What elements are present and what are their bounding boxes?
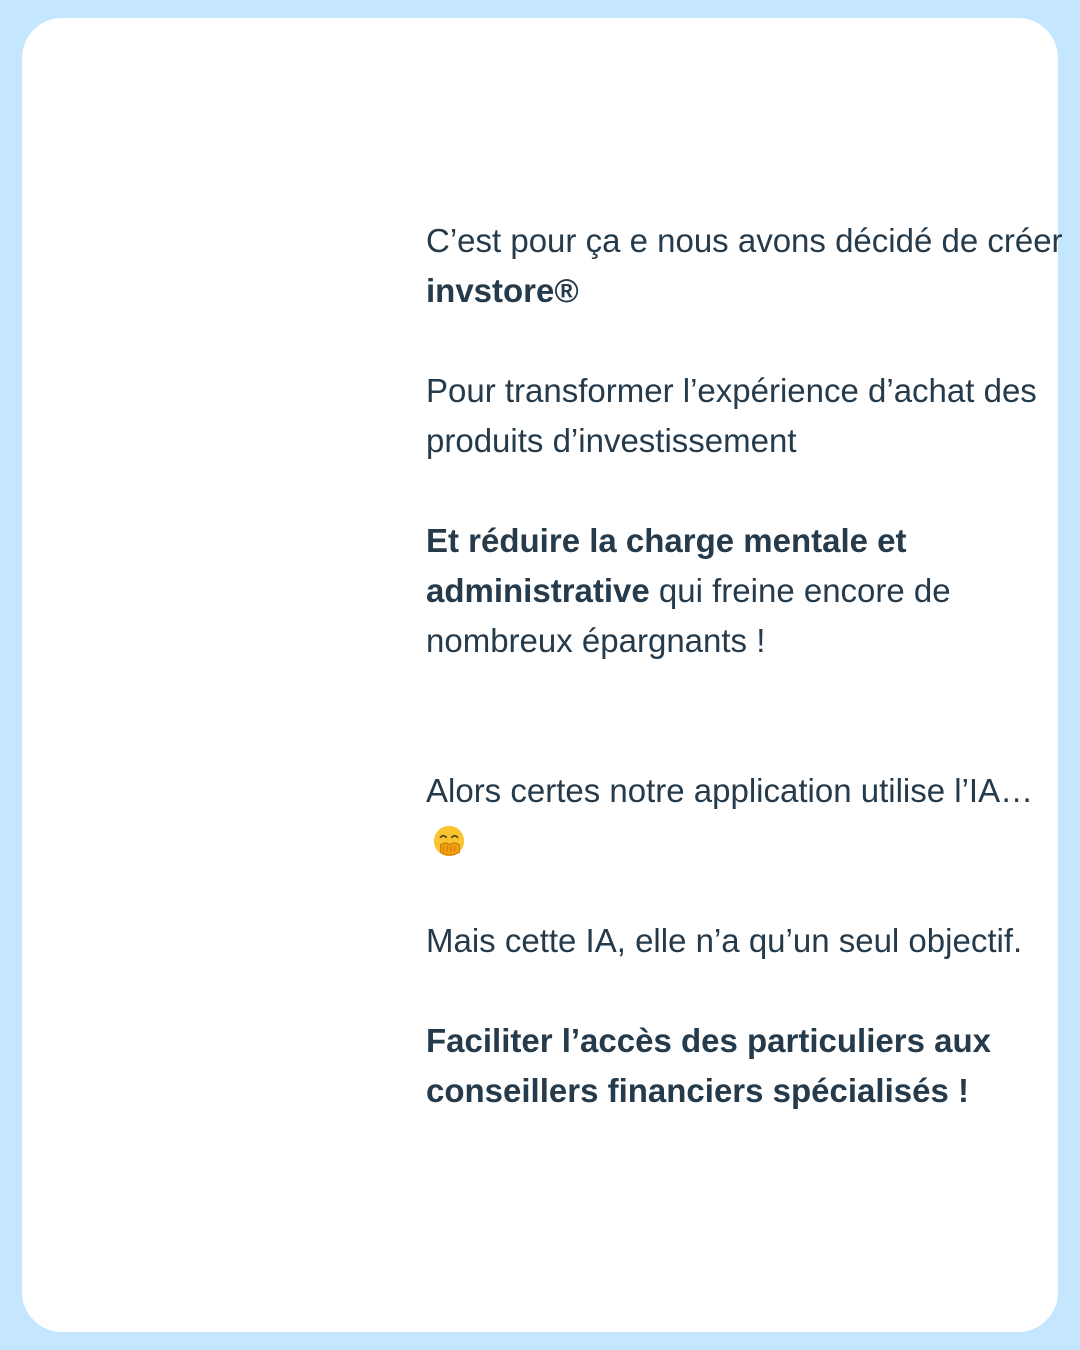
text-block (426, 216, 1066, 1116)
paragraph-ai-text: Alors certes notre application utilise l’IA… (426, 772, 1034, 809)
paragraph-reduce (426, 516, 1066, 666)
content-card (22, 18, 1063, 1332)
paragraph-objective-text: Mais cette IA, elle n’a qu’un seul objectif. (426, 922, 1023, 959)
paragraph-objective (426, 916, 1066, 966)
paragraph-transform (426, 366, 1066, 466)
paragraph-reduce-bold: Et réduire la charge mentale et administrative (426, 522, 907, 609)
brand-name: invstore® (426, 272, 579, 309)
paragraph-goal (426, 1016, 1066, 1116)
face-with-hand-over-mouth-icon (432, 824, 466, 858)
paragraph-intro-text: C’est pour ça e nous avons décidé de créer (426, 222, 1063, 259)
paragraph-transform-text: Pour transformer l’expérience d’achat des produits d’investissement (426, 372, 1037, 459)
paragraph-reduce-text: qui freine encore de nombreux épargnants ! (426, 572, 951, 659)
paragraph-ai (426, 766, 1066, 866)
paragraph-goal-text: Faciliter l’accès des particuliers aux conseillers financiers spécialisés ! (426, 1022, 991, 1109)
paragraph-intro (426, 216, 1066, 316)
